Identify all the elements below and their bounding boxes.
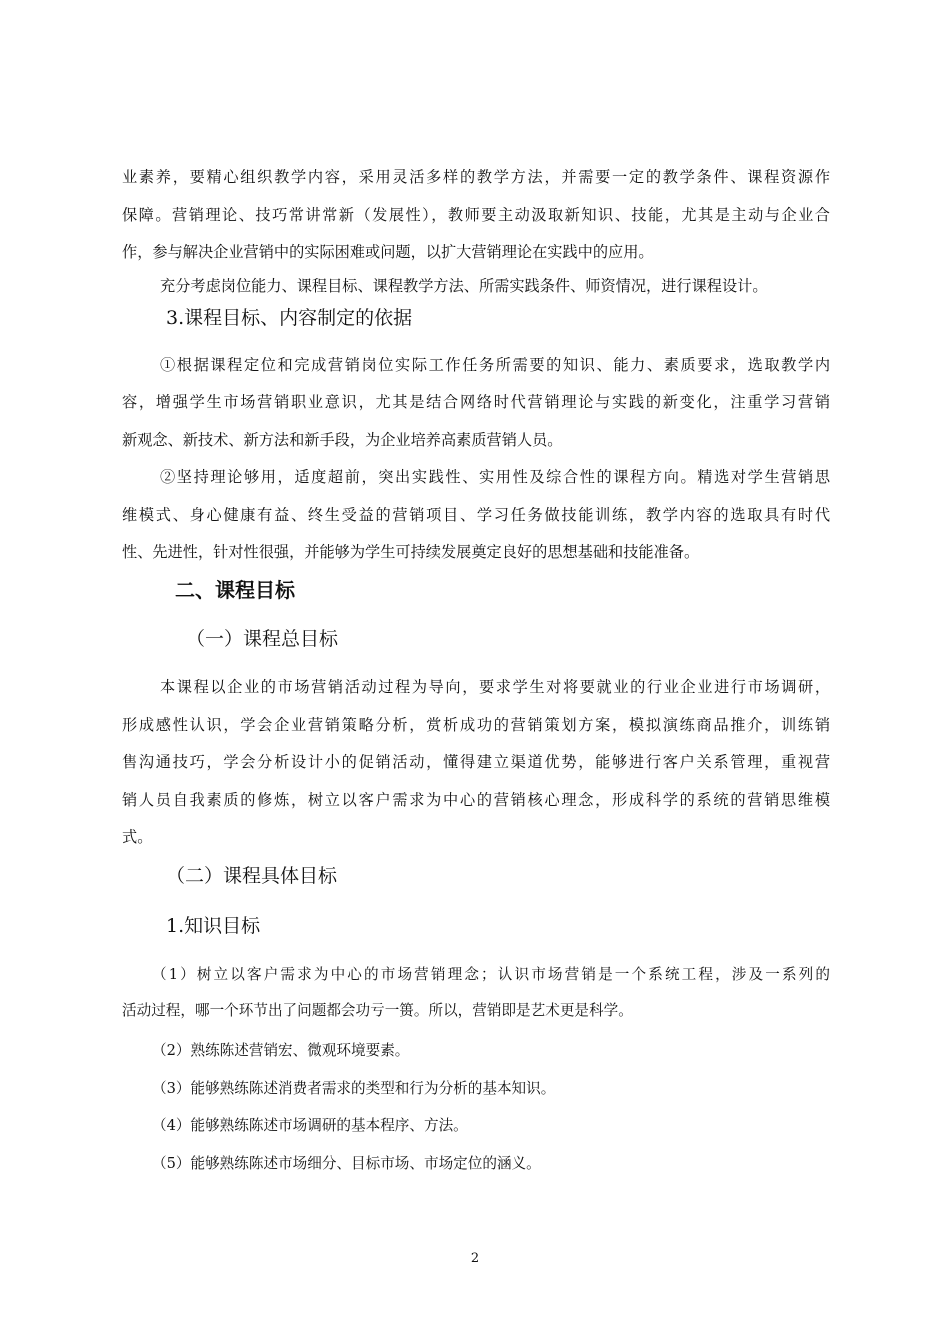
knowledge-item: （1）树立以客户需求为中心的市场营销理念；认识市场营销是一个系统工程，涉及一系列的 — [152, 966, 830, 983]
heading-overall-objective: （一）课程总目标 — [186, 628, 339, 650]
heading-knowledge-objectives: 1.知识目标 — [166, 915, 261, 937]
paragraph-line: 性、先进性，针对性很强，并能够为学生可持续发展奠定良好的思想基础和技能准备。 — [122, 543, 700, 561]
paragraph-line: 本课程以企业的市场营销活动过程为导向，要求学生对将要就业的行业企业进行市场调研， — [160, 678, 830, 696]
paragraph-line: 维模式、身心健康有益、终生受益的营销项目、学习任务做技能训练，教学内容的选取具有时代 — [122, 506, 830, 524]
paragraph-line: ②坚持理论够用，适度超前，突出实践性、实用性及综合性的课程方向。精选对学生营销思 — [160, 468, 830, 486]
page-number: 2 — [470, 1251, 480, 1266]
paragraph-line: 销人员自我素质的修炼，树立以客户需求为中心的营销核心理念，形成科学的系统的营销思维模 — [122, 791, 830, 809]
knowledge-item: （2）熟练陈述营销宏、微观环境要素。 — [152, 1042, 410, 1059]
paragraph-line: 容，增强学生市场营销职业意识，尤其是结合网络时代营销理论与实践的新变化，注重学习营销 — [122, 393, 830, 411]
heading-basis: 3.课程目标、内容制定的依据 — [166, 307, 413, 329]
paragraph-line: 新观念、新技术、新方法和新手段，为企业培养高素质营销人员。 — [122, 431, 563, 449]
heading-section-2: 二、课程目标 — [175, 578, 295, 602]
knowledge-item: 活动过程，哪一个环节出了问题都会功亏一篑。所以，营销即是艺术更是科学。 — [122, 1002, 633, 1019]
knowledge-item: （3）能够熟练陈述消费者需求的类型和行为分析的基本知识。 — [152, 1080, 556, 1097]
paragraph-line: 保障。营销理论、技巧常讲常新（发展性），教师要主动汲取新知识、技能，尤其是主动与企业合 — [122, 206, 830, 224]
paragraph-line: 售沟通技巧，学会分析设计小的促销活动，懂得建立渠道优势，能够进行客户关系管理，重视营 — [122, 753, 830, 771]
heading-specific-objectives: （二）课程具体目标 — [166, 865, 338, 887]
paragraph-line: ①根据课程定位和完成营销岗位实际工作任务所需要的知识、能力、素质要求，选取教学内 — [160, 356, 830, 374]
knowledge-item: （5）能够熟练陈述市场细分、目标市场、市场定位的涵义。 — [152, 1155, 541, 1172]
knowledge-item: （4）能够熟练陈述市场调研的基本程序、方法。 — [152, 1117, 468, 1134]
paragraph-line: 形成感性认识，学会企业营销策略分析，赏析成功的营销策划方案，模拟演练商品推介，训练销 — [122, 716, 830, 734]
paragraph-line: 充分考虑岗位能力、课程目标、课程教学方法、所需实践条件、师资情况，进行课程设计。 — [160, 277, 768, 295]
paragraph-line: 式。 — [122, 828, 153, 846]
paragraph-line: 作，参与解决企业营销中的实际困难或问题，以扩大营销理论在实践中的应用。 — [122, 243, 654, 261]
paragraph-line: 业素养，要精心组织教学内容，采用灵活多样的教学方法，并需要一定的教学条件、课程资源作 — [122, 168, 830, 186]
